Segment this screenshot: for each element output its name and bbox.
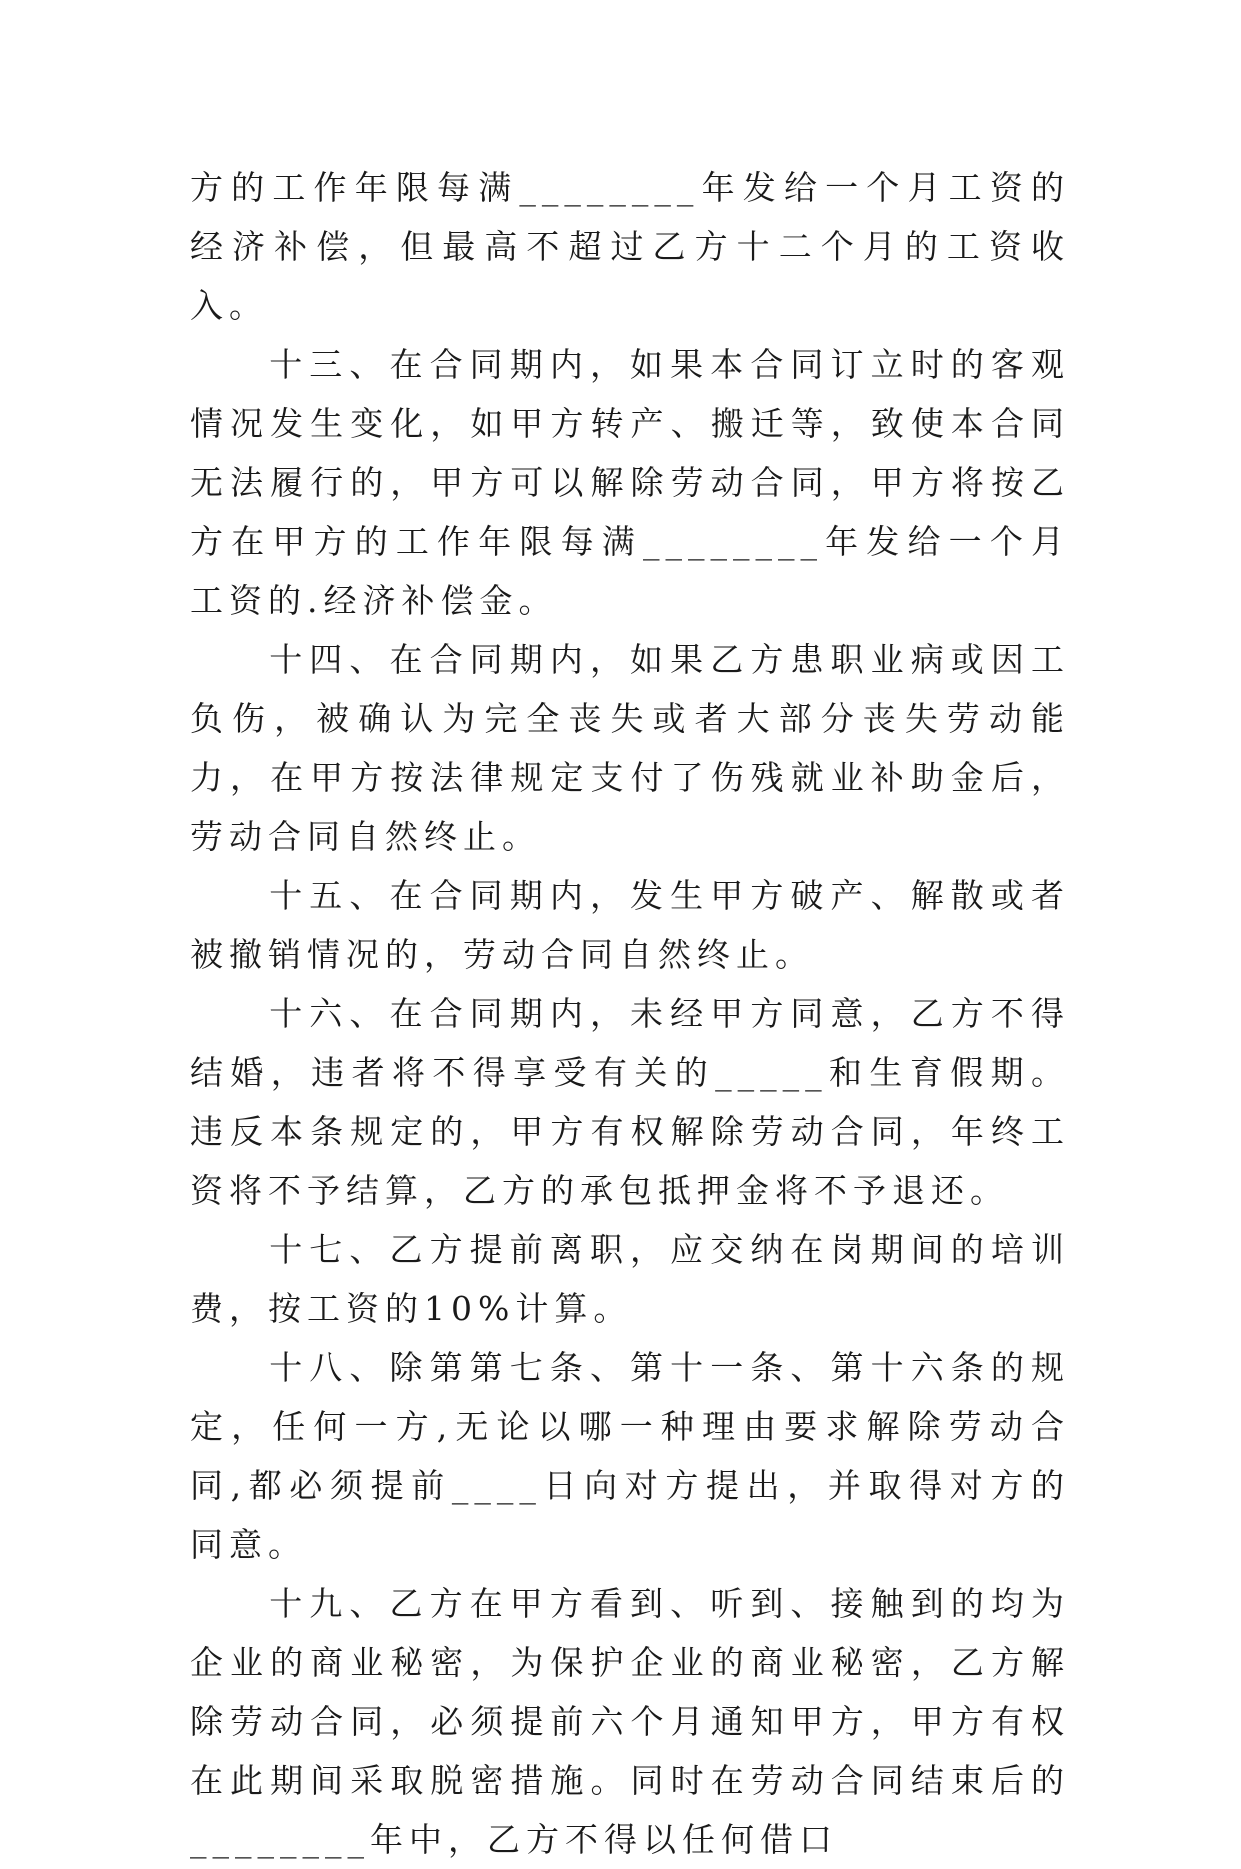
paragraph-clause-17: 十七、乙方提前离职，应交纳在岗期间的培训费，按工资的10%计算。 [190,1230,1070,1328]
paragraph-clause-16: 十六、在合同期内，未经甲方同意，乙方不得结婚，违者将不得享受有关的_____和生育假期。违反本条规定的，甲方有权解除劳动合同，年终工资将不予结算，乙方的承包抵押金将不予退还。 [190,994,1070,1210]
paragraph-clause-18: 十八、除第第七条、第十一条、第十六条的规定，任何一方,无论以哪一种理由要求解除劳动合同,都必须提前____日向对方提出，并取得对方的同意。 [190,1348,1070,1564]
contract-body [190,158,1070,1869]
paragraph-clause-19: 十九、乙方在甲方看到、听到、接触到的均为企业的商业秘密，为保护企业的商业秘密，乙方解除劳动合同，必须提前六个月通知甲方，甲方有权在此期间采取脱密措施。同时在劳动合同结束后的________年中，乙方不得以任何借口 [190,1584,1070,1859]
paragraph-clause-15: 十五、在合同期内，发生甲方破产、解散或者被撤销情况的，劳动合同自然终止。 [190,876,1070,974]
paragraph-clause-14: 十四、在合同期内，如果乙方患职业病或因工负伤，被确认为完全丧失或者大部分丧失劳动能力，在甲方按法律规定支付了伤残就业补助金后，劳动合同自然终止。 [190,640,1070,856]
paragraph-clause-13: 十三、在合同期内，如果本合同订立时的客观情况发生变化，如甲方转产、搬迁等，致使本合同无法履行的，甲方可以解除劳动合同，甲方将按乙方在甲方的工作年限每满________年发给一个月工资的.经济补偿金。 [190,345,1070,620]
paragraph-continuation: 方的工作年限每满________年发给一个月工资的经济补偿，但最高不超过乙方十二个月的工资收入。 [190,168,1070,325]
